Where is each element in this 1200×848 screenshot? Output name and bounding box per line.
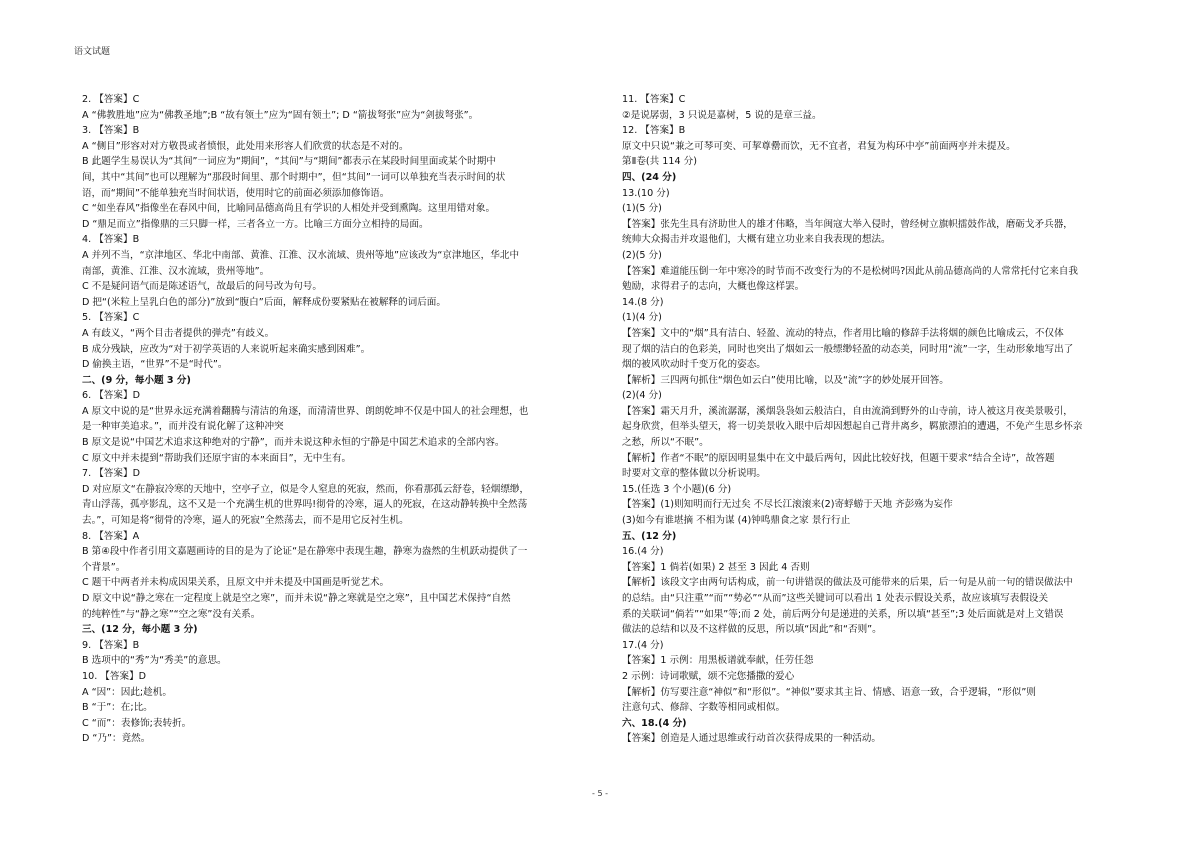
text-line: 【答案】难道能压倒一年中寒冷的时节而不改变行为的不是松树吗?因此从前品德高尚的人常常托付它来自我	[622, 265, 1078, 277]
text-line: 15.(任选 3 个小题)(6 分)	[622, 483, 732, 495]
text-line: D 原文中说“静之寒在一定程度上就是空之寒”，而并未说“静之寒就是空之寒”，且中国艺术保持“自然	[82, 593, 511, 604]
text-line: 4. 【答案】B	[82, 234, 140, 246]
text-line: 系的关联词“倘若”“如果”等;而 2 处，前后两分句是递进的关系，所以填“甚至”;3 处后面就是对上文错误	[622, 608, 1064, 620]
text-line: 之愁，所以“不眠”。	[622, 437, 709, 449]
text-line: (2)(5 分)	[622, 249, 662, 261]
text-line: 六、18.(4 分)	[622, 717, 687, 729]
text-line: A 有歧义，“两个目击者提供的弹壳”有歧义。	[82, 327, 275, 339]
text-line: 11. 【答案】C	[622, 94, 686, 105]
text-line: 8. 【答案】A	[82, 530, 140, 542]
text-line: 四、(24 分)	[622, 171, 677, 183]
text-line: C 原文中并未提到“帮助我们还原宇宙的本来面目”，无中生有。	[82, 452, 352, 464]
right-column	[622, 92, 1132, 747]
text-line: 【答案】霜天月升，溪流潺潺，溪烟袅袅如云般洁白，自由流淌到野外的山寺前，诗人被这月夜美景吸引，	[622, 405, 1073, 417]
text-line: 7. 【答案】D	[82, 468, 140, 480]
text-line: 原文中只说“兼之可琴可奕、可挈尊罍而饮，无不宜者，君复为构环中亭”前面两亭并未提及。	[622, 140, 1016, 152]
text-line: 是一种审美追求。”，而并没有说化解了这种冲突	[82, 421, 284, 433]
text-line: ②是说孱弱，3 只说是嘉树，5 说的是章三益。	[622, 109, 822, 121]
text-line: 【答案】张先生具有济助世人的雄才伟略，当年闽寇大举入侵时，曾经树立旗帜擂鼓作战，磨砺戈矛兵器，	[622, 218, 1073, 230]
text-line: 16.(4 分)	[622, 546, 664, 558]
text-line: B 此题学生易误认为“其间”一词应为“期间”，“其间”与“期间”都表示在某段时间里面或某个时期中	[82, 156, 496, 168]
text-line: 第Ⅱ卷(共 114 分)	[622, 156, 697, 168]
text-line: A “佛教胜地”应为“佛教圣地”;B “故有领土”应为“固有领土”; D “箭拔弩张”应为“剑拔弩张”。	[82, 109, 479, 121]
text-line: 【答案】(1)则知明而行无过矣 不尽长江滚滚来(2)寄蜉蝣于天地 齐彭殇为妄作	[622, 499, 953, 511]
text-line: (2)(4 分)	[622, 390, 662, 402]
text-line: 统帅大众揭击并攻退他们，大概有建立功业来自我表现的想法。	[622, 234, 891, 246]
text-line: 语，而“期间”不能单独充当时间状语，使用时它的前面必须添加修饰语。	[82, 187, 390, 199]
text-line: B 原文是说“中国艺术追求这种绝对的宁静”，而并未说这种永恒的宁静是中国艺术追求的全部内容。	[82, 437, 505, 449]
header-title: 语文试题	[74, 47, 111, 57]
text-line: C 题干中两者并未构成因果关系，且原文中并未提及中国画是听觉艺术。	[82, 577, 390, 589]
text-line: B 选项中的“秀”为“秀美”的意思。	[82, 655, 227, 667]
text-line: D 把“(米粒上呈乳白色的部分)”放到“腹白”后面，解释成份要紧贴在被解释的词后面。	[82, 296, 446, 308]
text-line: D “乃”：竟然。	[82, 733, 151, 745]
text-line: 南部，黄淮、江淮、汉水流域，贵州等地”。	[82, 265, 270, 277]
text-line: A “侧目”形容对对方敬畏或者愤恨，此处用来形容人们欣赏的状态是不对的。	[82, 140, 409, 152]
text-line: (1)(4 分)	[622, 312, 662, 324]
page-number: - 5 -	[592, 789, 608, 798]
text-line: 二、(9 分，每小题 3 分)	[82, 374, 191, 386]
text-line: 2. 【答案】C	[82, 94, 140, 105]
text-line: 【答案】文中的“烟”具有洁白、轻盈、流动的特点，作者用比喻的修辞手法将烟的颜色比喻成云，不仅体	[622, 327, 1064, 339]
text-line: 青山浮荡，孤亭影乱，这不又是一个充满生机的世界吗!彻骨的冷寒，逼人的死寂，在这动静转换中全然荡	[82, 499, 528, 511]
text-line: 间，其中“其间”也可以理解为“那段时间里、那个时期中”，但“其间”一词可以单独充当表示时间的状	[82, 171, 506, 183]
text-line: B 成分残缺，应改为“对于初学英语的人来说听起来确实感到困难”。	[82, 343, 371, 355]
left-column	[82, 92, 592, 747]
text-line: 【解析】仿写要注意“神似”和“形似”。“神似”要求其主旨、情感、语意一致，合乎逻辑，“形似”则	[622, 686, 1036, 698]
text-line: 13.(10 分)	[622, 187, 670, 199]
text-line: 【解析】该段文字由两句话构成，前一句讲错误的做法及可能带来的后果，后一句是从前一句的错误做法中	[622, 577, 1073, 589]
text-line: 时要对文章的整体做以分析说明。	[622, 468, 766, 480]
text-line: B “于”：在;比。	[82, 702, 153, 714]
text-line: 【解析】三四两句抓住“烟色如云白”使用比喻，以及“流”字的妙处展开回答。	[622, 374, 949, 386]
text-line: 17.(4 分)	[622, 639, 664, 651]
text-line: 14.(8 分)	[622, 296, 664, 308]
text-line: 三、(12 分，每小题 3 分)	[82, 624, 198, 636]
text-line: 去。”，可知是将“彻骨的冷寒，逼人的死寂”全然荡去，而不是用它反衬生机。	[82, 515, 409, 527]
text-line: 9. 【答案】B	[82, 639, 140, 651]
text-line: 【答案】创造是人通过思维或行动首次获得成果的一种活动。	[622, 733, 882, 745]
text-line: D 对应原文“在静寂冷寒的天地中，空亭孑立，似是令人窒息的死寂，然而，你看那孤云舒卷，轻烟缥缈，	[82, 483, 530, 495]
text-line: D “鼎足而立”指像鼎的三只脚一样，三者各立一方。比喻三方面分立相持的局面。	[82, 218, 429, 230]
text-line: 6. 【答案】D	[82, 390, 140, 402]
text-line: 起身欣赏，但举头望天，将一切美景收入眼中后却因想起自己背井离乡，羁旅漂泊的遭遇，不免产生思乡怀亲	[622, 421, 1083, 433]
text-line: 10. 【答案】D	[82, 670, 147, 682]
text-line: 现了烟的洁白的色彩美，同时也突出了烟如云一般缥缈轻盈的动态美，同时用“流”一字，生动形象地写出了	[622, 343, 1074, 355]
text-line: 【答案】1 示例：用黑板谱就奉献，任劳任怨	[622, 655, 814, 667]
text-line: (1)(5 分)	[622, 203, 662, 215]
text-line: 注意句式、修辞、字数等相同或相似。	[622, 702, 786, 714]
text-line: C “而”：表修饰;表转折。	[82, 717, 192, 729]
text-line: D 偷换主语，“世界”不是“时代”。	[82, 359, 228, 371]
text-line: 的总结。由“只注重”“而”“势必”“从而”这些关键词可以看出 1 处表示假设关系，故应该填写表假设关	[622, 593, 1049, 604]
text-line: 做法的总结和以及不这样做的反思，所以填“因此”和“否则”。	[622, 624, 882, 636]
text-line: 五、(12 分)	[622, 530, 677, 542]
text-line: (3)如今有谁堪摘 不相为谋 (4)钟鸣鼎食之家 景行行止	[622, 515, 851, 527]
text-line: C “如坐春风”指像坐在春风中间，比喻同品德高尚且有学识的人相处并受到熏陶。这里用错对象。	[82, 203, 496, 215]
text-line: 3. 【答案】B	[82, 125, 140, 137]
text-line: 的纯粹性”与“静之寒”“空之寒”没有关系。	[82, 608, 261, 620]
text-line: 勉励，求得君子的志向，大概也像这样罢。	[622, 281, 805, 293]
text-line: B 第④段中作者引用文嘉题画诗的目的是为了论证“是在静寒中表现生趣，静寒为盎然的生机跃动提供了一	[82, 546, 528, 558]
text-line: 2 示例：诗词歌赋，颂不完您播撒的爱心	[622, 670, 795, 682]
text-line: C 不是疑问语气而是陈述语气，故最后的问号改为句号。	[82, 281, 322, 293]
text-line: 烟的被风吹动时千变万化的姿态。	[622, 359, 766, 371]
text-line: 12. 【答案】B	[622, 125, 686, 137]
text-line: A 并列不当，“京津地区、华北中南部、黄淮、江淮、汉水流域、贵州等地”应该改为“京津地区，华北中	[82, 249, 520, 261]
text-line: A “因”：因此;趁机。	[82, 686, 172, 698]
text-line: 【答案】1 倘若(如果) 2 甚至 3 因此 4 否则	[622, 561, 810, 573]
text-line: 个背景”。	[82, 561, 126, 573]
text-line: 【解析】作者“不眠”的原因明显集中在文中最后两句，因此比较好找，但题干要求“结合全诗”，故答题	[622, 452, 1055, 464]
text-line: A 原文中说的是“世界永远充满着翻腾与清洁的角逐，而清清世界、朗朗乾坤不仅是中国人的社会理想，也	[82, 405, 529, 417]
text-line: 5. 【答案】C	[82, 312, 140, 324]
